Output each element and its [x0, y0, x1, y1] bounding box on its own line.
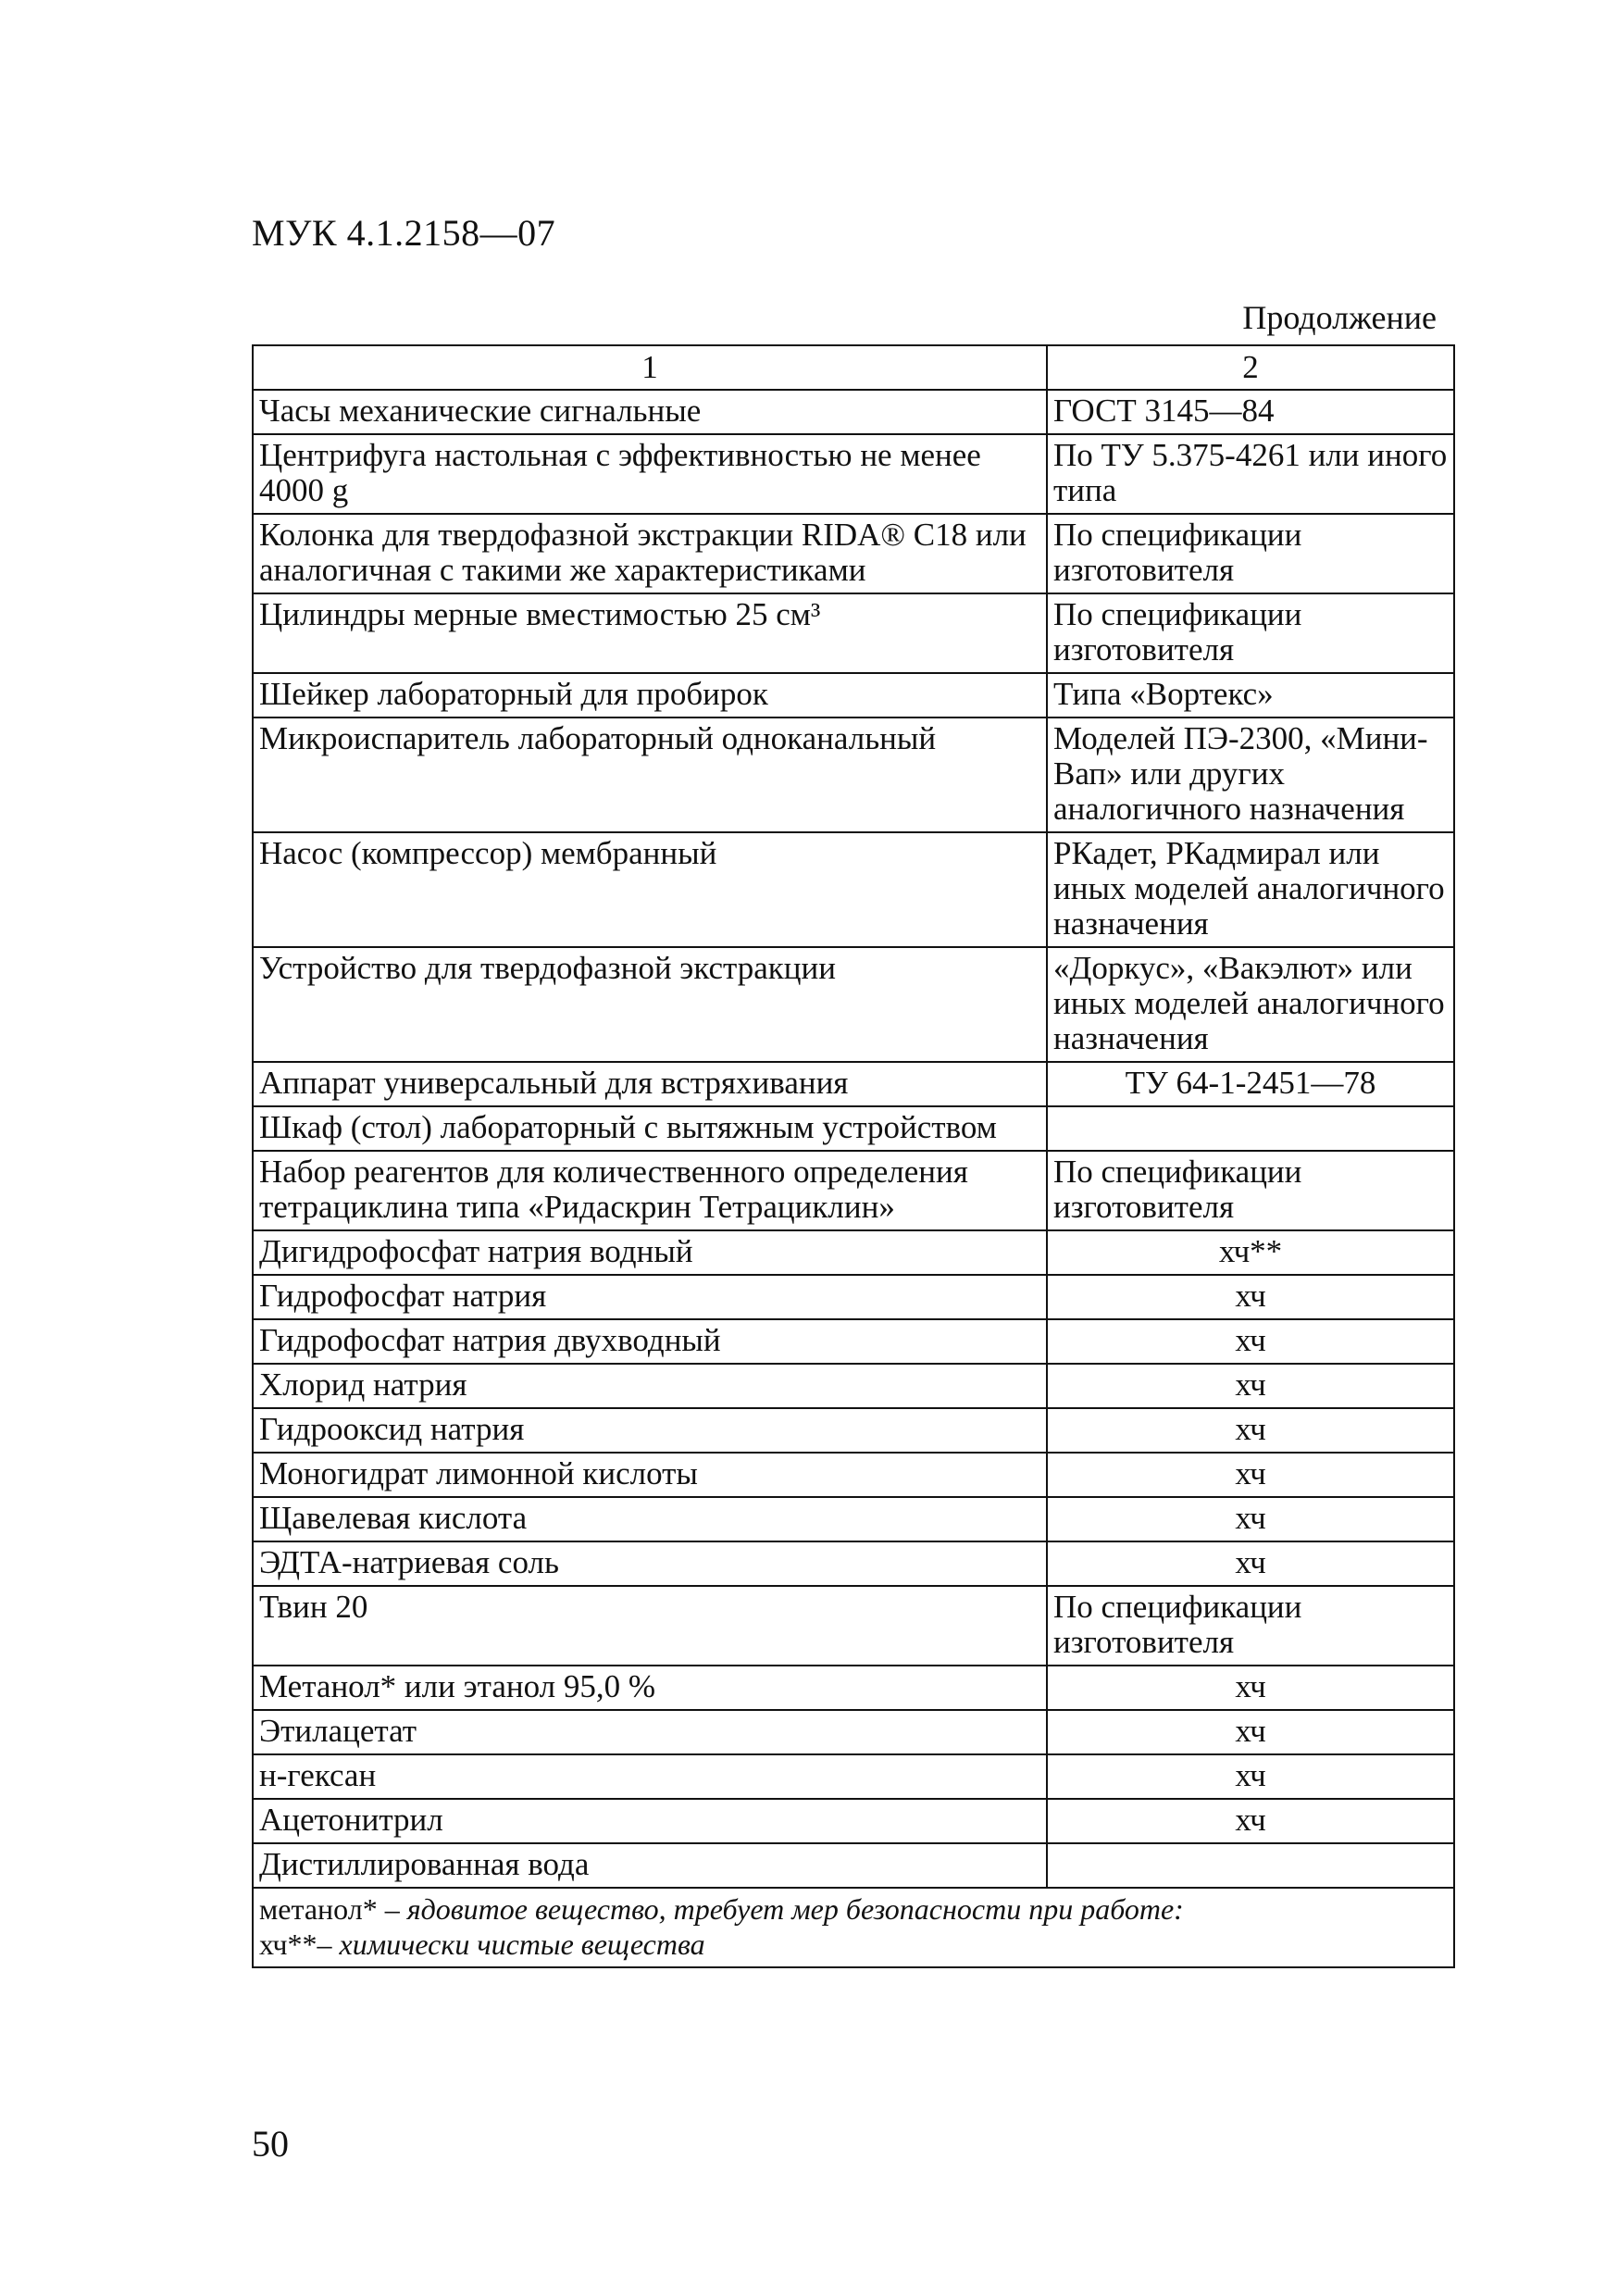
item-name: Моногидрат лимонной кислоты — [253, 1453, 1047, 1497]
page-number: 50 — [252, 2123, 289, 2165]
item-spec — [1047, 1106, 1454, 1151]
column-header: 2 — [1047, 345, 1454, 390]
table-row — [253, 718, 1454, 832]
table-row — [253, 1230, 1454, 1275]
table-row — [253, 1497, 1454, 1541]
item-spec: По спецификации изготовителя — [1047, 514, 1454, 593]
item-name: Ацетонитрил — [253, 1799, 1047, 1843]
item-spec: хч** — [1047, 1230, 1454, 1275]
item-name: Центрифуга настольная с эффективностью не менее 4000 g — [253, 434, 1047, 514]
table-row — [253, 593, 1454, 673]
item-name: Набор реагентов для количественного определения тетрациклина типа «Ридаскрин Тетрациклин» — [253, 1151, 1047, 1230]
document-code: МУК 4.1.2158—07 — [252, 212, 556, 254]
item-spec: хч — [1047, 1754, 1454, 1799]
column-header: 1 — [253, 345, 1047, 390]
item-name: Щавелевая кислота — [253, 1497, 1047, 1541]
footnote-text: – ядовитое вещество, требует мер безопасности при работе: — [377, 1892, 1184, 1926]
table-row — [253, 390, 1454, 434]
item-name: Хлорид натрия — [253, 1364, 1047, 1408]
item-spec: ГОСТ 3145—84 — [1047, 390, 1454, 434]
item-name: Метанол* или этанол 95,0 % — [253, 1666, 1047, 1710]
item-spec: хч — [1047, 1666, 1454, 1710]
item-spec: хч — [1047, 1408, 1454, 1453]
item-spec: хч — [1047, 1275, 1454, 1319]
item-spec: хч — [1047, 1319, 1454, 1364]
footnote-mark: хч** — [259, 1928, 317, 1961]
item-spec: хч — [1047, 1710, 1454, 1754]
continuation-label: Продолжение — [1242, 299, 1437, 336]
item-spec — [1047, 1843, 1454, 1888]
table-row — [253, 1754, 1454, 1799]
item-spec: хч — [1047, 1541, 1454, 1586]
footnote-methanol — [259, 1891, 1448, 1927]
item-name: Устройство для твердофазной экстракции — [253, 947, 1047, 1062]
item-name: Цилиндры мерные вместимостью 25 см³ — [253, 593, 1047, 673]
table-row — [253, 434, 1454, 514]
table-header-row — [253, 345, 1454, 390]
item-name: Гидрофосфат натрия двухводный — [253, 1319, 1047, 1364]
item-spec: По спецификации изготовителя — [1047, 1151, 1454, 1230]
table-row — [253, 1151, 1454, 1230]
item-spec: РКадет, РКадмирал или иных моделей аналогичного назначения — [1047, 832, 1454, 947]
table-footnotes — [253, 1888, 1454, 1967]
equipment-table — [252, 344, 1455, 1968]
table-row — [253, 1275, 1454, 1319]
footnote-text: – химически чистые вещества — [317, 1928, 705, 1961]
table-row — [253, 1453, 1454, 1497]
item-name: Аппарат универсальный для встряхивания — [253, 1062, 1047, 1106]
item-name: Гидрофосфат натрия — [253, 1275, 1047, 1319]
item-spec: По спецификации изготовителя — [1047, 593, 1454, 673]
item-name: Насос (компрессор) мембранный — [253, 832, 1047, 947]
table-row — [253, 1319, 1454, 1364]
table-row — [253, 832, 1454, 947]
table-row — [253, 1364, 1454, 1408]
table-row — [253, 1710, 1454, 1754]
item-name: ЭДТА-натриевая соль — [253, 1541, 1047, 1586]
item-name: Колонка для твердофазной экстракции RIDA® C18 или аналогичная с такими же характеристиками — [253, 514, 1047, 593]
item-name: Гидрооксид натрия — [253, 1408, 1047, 1453]
table-row — [253, 514, 1454, 593]
item-spec: По спецификации изготовителя — [1047, 1586, 1454, 1666]
table-row — [253, 1586, 1454, 1666]
item-name: Дигидрофосфат натрия водный — [253, 1230, 1047, 1275]
item-name: Этилацетат — [253, 1710, 1047, 1754]
table-row — [253, 1799, 1454, 1843]
item-name: Твин 20 — [253, 1586, 1047, 1666]
item-spec: хч — [1047, 1497, 1454, 1541]
table-row — [253, 1843, 1454, 1888]
table-row — [253, 673, 1454, 718]
item-name: Микроиспаритель лабораторный одноканальный — [253, 718, 1047, 832]
table-row — [253, 1541, 1454, 1586]
item-name: н-гексан — [253, 1754, 1047, 1799]
item-name: Дистиллированная вода — [253, 1843, 1047, 1888]
item-spec: хч — [1047, 1453, 1454, 1497]
table-notes-row — [253, 1888, 1454, 1967]
item-spec: хч — [1047, 1364, 1454, 1408]
item-spec: хч — [1047, 1799, 1454, 1843]
footnote-mark: метанол* — [259, 1892, 378, 1926]
footnote-hch — [259, 1927, 1448, 1962]
item-spec: По ТУ 5.375-4261 или иного типа — [1047, 434, 1454, 514]
item-name: Шкаф (стол) лабораторный с вытяжным устройством — [253, 1106, 1047, 1151]
table-row — [253, 1106, 1454, 1151]
item-name: Шейкер лабораторный для пробирок — [253, 673, 1047, 718]
item-spec: «Доркус», «Вакэлют» или иных моделей аналогичного назначения — [1047, 947, 1454, 1062]
item-spec: Моделей ПЭ-2300, «Мини-Вап» или других аналогичного назначения — [1047, 718, 1454, 832]
item-name: Часы механические сигнальные — [253, 390, 1047, 434]
table-row — [253, 1666, 1454, 1710]
table-row — [253, 947, 1454, 1062]
item-spec: Типа «Вортекс» — [1047, 673, 1454, 718]
item-spec: ТУ 64-1-2451—78 — [1047, 1062, 1454, 1106]
table-row — [253, 1408, 1454, 1453]
table-row — [253, 1062, 1454, 1106]
